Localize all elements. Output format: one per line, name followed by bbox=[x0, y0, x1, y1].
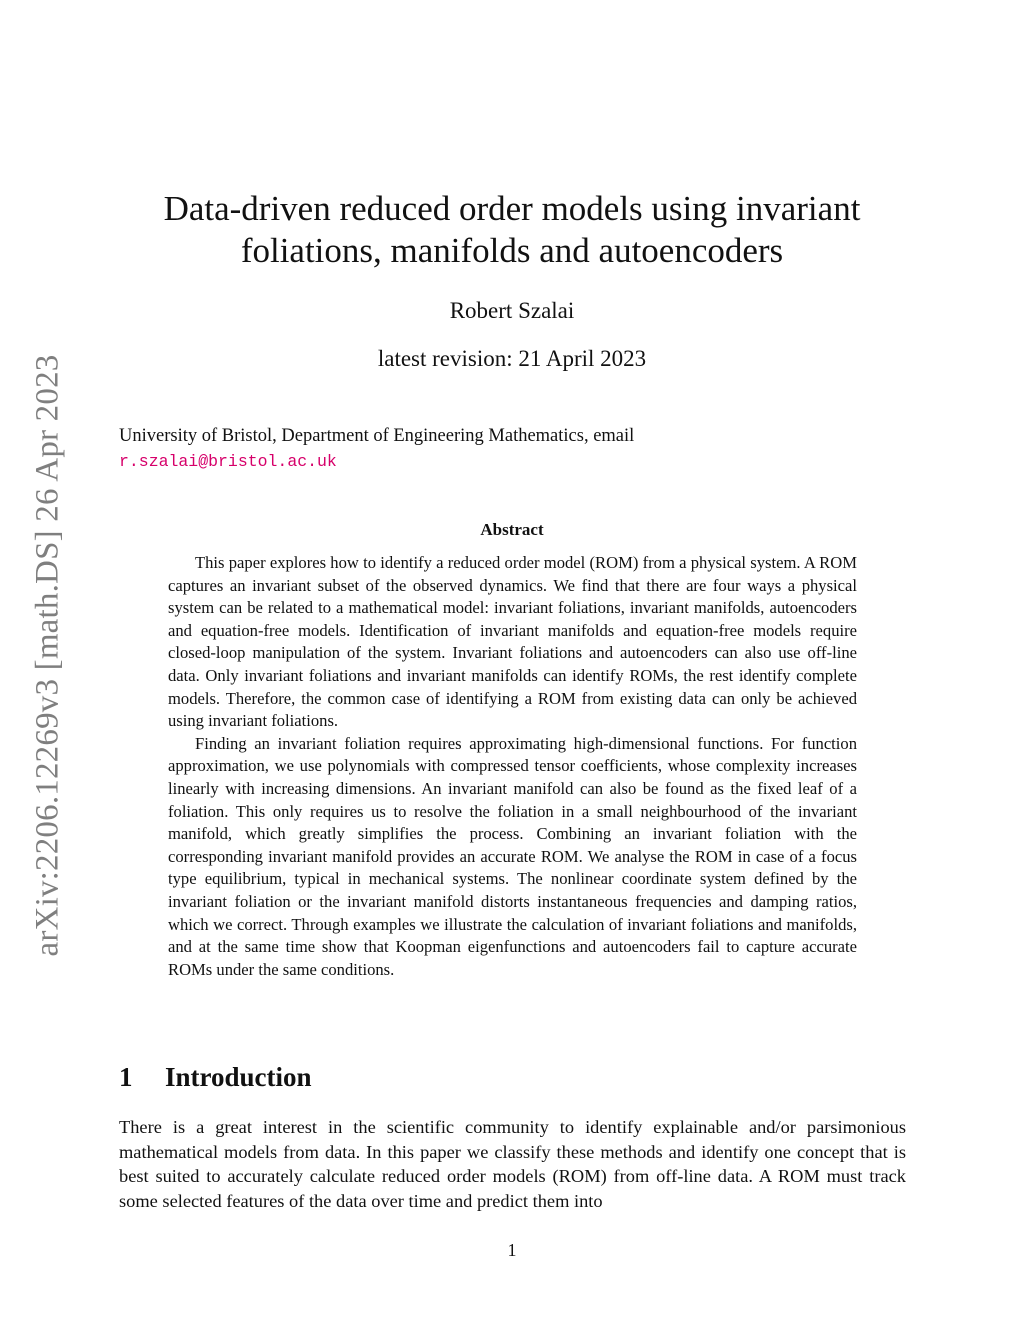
abstract-heading: Abstract bbox=[480, 520, 544, 539]
author-name: Robert Szalai bbox=[449, 298, 575, 323]
section-number: 1 bbox=[119, 1062, 133, 1092]
title-line-2: foliations, manifolds and autoencoders bbox=[240, 231, 784, 270]
affiliation-text: University of Bristol, Department of Engineering Mathematics, email bbox=[119, 426, 635, 446]
introduction-paragraph: There is a great interest in the scientific community to identify explainable and/or parsimonious mathematical models from data. In this paper we classify these methods and identify one concept that is best suited to accurately calculate reduced order models (ROM) from off-line data. A ROM must track some selected features of the data over time and predict them into bbox=[119, 1117, 906, 1211]
paper-title bbox=[120, 188, 904, 272]
section-heading-introduction bbox=[119, 1062, 312, 1093]
arxiv-stamp bbox=[20, 335, 76, 975]
page-number: 1 bbox=[507, 1240, 517, 1260]
abstract-body bbox=[168, 552, 857, 981]
affiliation bbox=[119, 424, 909, 474]
abstract-paragraph: This paper explores how to identify a reduced order model (ROM) from a physical system. A ROM captures an invariant subset of the observed dynamics. We find that there are four ways a physical system can be related to a mathematical model: invariant foliations, invariant manifolds, autoencoders and equation-free models. Identification of invariant manifolds and equation-free models require closed-loop manipulation of the system. Invariant foliations and autoencoders can also use off-line data. Only invariant foliations and invariant manifolds can identify ROMs, the rest identify complete models. Therefore, the common case of identifying a ROM from existing data can only be achieved using invariant foliations. bbox=[168, 553, 857, 731]
arxiv-id: arXiv:2206.12269v3 [math.DS] 26 Apr 2023 bbox=[29, 354, 66, 956]
revision-date: latest revision: 21 April 2023 bbox=[377, 346, 647, 371]
title-line-1: Data-driven reduced order models using invariant bbox=[163, 189, 861, 228]
section-title: Introduction bbox=[165, 1062, 312, 1092]
email-link[interactable]: r.szalai@bristol.ac.uk bbox=[119, 452, 337, 471]
abstract-paragraph: Finding an invariant foliation requires approximating high-dimensional functions. For function approximation, we use polynomials with compressed tensor coefficients, whose complexity increases linearly with increasing dimensions. An invariant manifold can also be found as the fixed leaf of a foliation. This only requires us to resolve the foliation in a small neighbourhood of the invariant manifold, which greatly simplifies the process. Combining an invariant foliation with the corresponding invariant manifold provides an accurate ROM. We analyse the ROM in case of a focus type equilibrium, typical in mechanical systems. The nonlinear coordinate system defined by the invariant foliation or the invariant manifold distorts instantaneous frequencies and damping ratios, which we correct. Through examples we illustrate the calculation of invariant foliations and manifolds, and at the same time show that Koopman eigenfunctions and autoencoders fail to capture accurate ROMs under the same conditions. bbox=[168, 733, 857, 979]
